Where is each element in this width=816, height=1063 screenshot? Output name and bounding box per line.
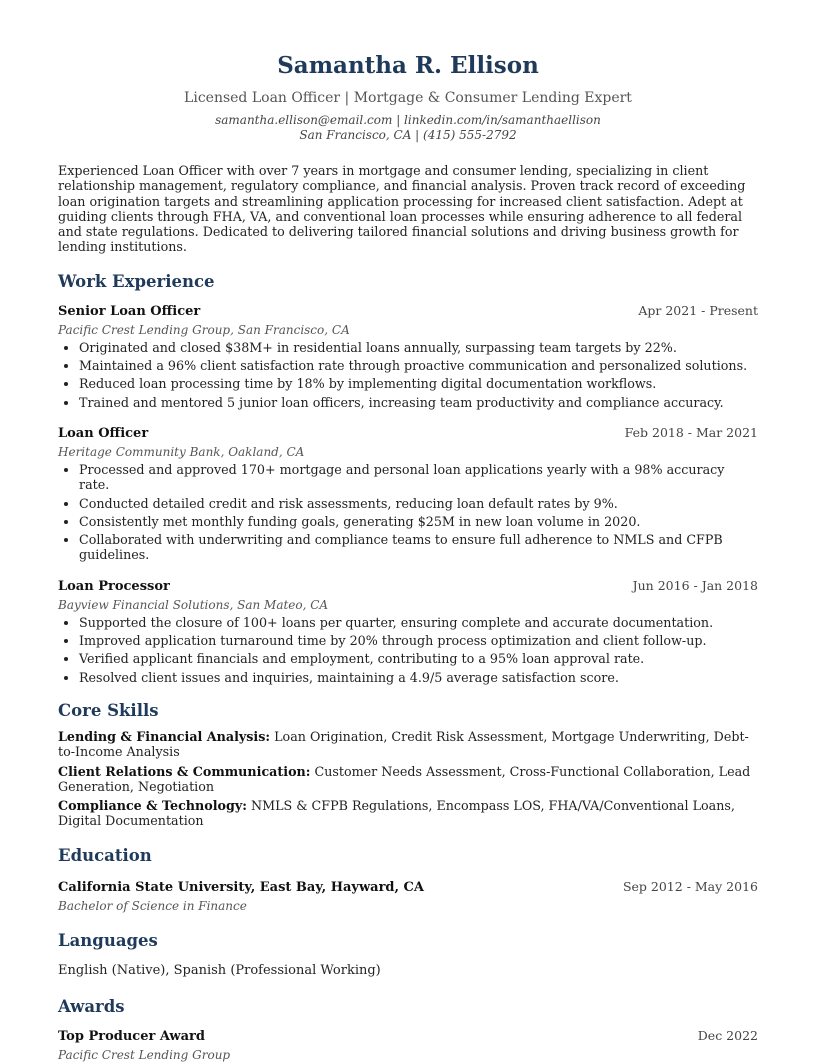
skill-group-label: Lending & Financial Analysis: — [58, 728, 271, 744]
job-entry — [58, 577, 758, 685]
job-organization: Heritage Community Bank, Oakland, CA — [58, 444, 305, 459]
job-bullet: • Trained and mentored 5 junior loan officers, increasing team productivity and compliance accuracy. — [79, 395, 758, 410]
job-bullet: • Reduced loan processing time by 18% by implementing digital documentation workflows. — [79, 376, 758, 391]
job-organization: Pacific Crest Lending Group, San Francisco, CA — [58, 322, 350, 337]
contact-line-location-phone: San Francisco, CA | (415) 555-2792 — [299, 128, 517, 142]
skills-list — [58, 729, 758, 829]
award-title: Top Producer Award — [58, 1028, 205, 1044]
job-bullet: • Consistently met monthly funding goals, generating $25M in new loan volume in 2020. — [79, 514, 758, 529]
job-bullets — [58, 615, 758, 685]
job-bullet: • Collaborated with underwriting and compliance teams to ensure full adherence to NMLS and CFPB guidelines. — [79, 532, 758, 563]
skill-group-text: Customer Needs Assessment, Cross-Functional Collaboration, Lead Generation, Negotiation — [58, 763, 751, 794]
job-bullet: • Verified applicant financials and employment, contributing to a 95% loan approval rate. — [79, 651, 758, 666]
section-title-education: Education — [58, 845, 152, 865]
job-bullet: • Supported the closure of 100+ loans per quarter, ensuring complete and accurate documentation. — [79, 615, 758, 630]
languages-text: English (Native), Spanish (Professional Working) — [58, 962, 381, 978]
job-title: Loan Processor — [58, 578, 170, 594]
candidate-tagline: Licensed Loan Officer | Mortgage & Consumer Lending Expert — [184, 90, 632, 106]
candidate-name: Samantha R. Ellison — [277, 52, 539, 79]
job-bullet: • Resolved client issues and inquiries, maintaining a 4.9/5 average satisfaction score. — [79, 670, 758, 685]
contact-line-email-linkedin: samantha.ellison@email.com | linkedin.com/in/samanthaellison — [215, 113, 601, 127]
professional-summary: Experienced Loan Officer with over 7 years in mortgage and consumer lending, specializing in client relationship management, regulatory compliance, and financial analysis. Proven track record of exceeding loan origination targets and streamlining application processing for increased client satisfaction. Adept at guiding clients through FHA, VA, and conventional loan processes while ensuring adherence to all federal and state regulations. Dedicated to delivering tailored financial solutions and driving business growth for lending institutions. — [58, 163, 746, 255]
skill-group — [58, 729, 758, 760]
section-title-languages: Languages — [58, 930, 158, 950]
education-degree: Bachelor of Science in Finance — [58, 898, 247, 913]
job-entry — [58, 424, 758, 563]
job-organization: Bayview Financial Solutions, San Mateo, CA — [58, 597, 329, 612]
skill-group-text: Loan Origination, Credit Risk Assessment, Mortgage Underwriting, Debt-to-Income Analysis — [58, 728, 749, 760]
job-bullet: • Originated and closed $38M+ in residential loans annually, surpassing team targets by 22%. — [79, 340, 758, 355]
skill-group-label: Compliance & Technology: — [58, 798, 247, 814]
education-school: California State University, East Bay, Hayward, CA — [58, 879, 424, 895]
job-date: Apr 2021 - Present — [638, 302, 758, 318]
section-title-work-experience: Work Experience — [58, 271, 215, 291]
skill-group-label: Client Relations & Communication: — [58, 763, 311, 779]
job-bullets — [58, 340, 758, 410]
job-bullet: • Processed and approved 170+ mortgage and personal loan applications yearly with a 98% accuracy rate. — [79, 462, 758, 493]
job-date: Feb 2018 - Mar 2021 — [624, 424, 758, 440]
job-entry — [58, 302, 758, 410]
education-entry — [58, 878, 758, 914]
skill-group-text: NMLS & CFPB Regulations, Encompass LOS, FHA/VA/Conventional Loans, Digital Documentation — [58, 798, 735, 829]
section-title-core-skills: Core Skills — [58, 700, 159, 720]
job-bullet: • Improved application turnaround time by 20% through process optimization and client follow-up. — [79, 633, 758, 648]
award-date: Dec 2022 — [697, 1027, 758, 1043]
skill-group — [58, 764, 758, 795]
resume-header — [58, 0, 758, 143]
job-bullet: • Maintained a 96% client satisfaction rate through proactive communication and personalized solutions. — [79, 358, 758, 373]
job-title: Senior Loan Officer — [58, 303, 201, 319]
education-date: Sep 2012 - May 2016 — [622, 878, 758, 894]
job-title: Loan Officer — [58, 425, 149, 441]
award-entry — [58, 1027, 758, 1063]
award-organization: Pacific Crest Lending Group — [58, 1047, 231, 1062]
job-bullet: • Conducted detailed credit and risk assessments, reducing loan default rates by 9%. — [79, 496, 758, 511]
job-bullets — [58, 462, 758, 563]
skill-group — [58, 798, 758, 829]
section-title-awards: Awards — [58, 996, 125, 1016]
job-date: Jun 2016 - Jan 2018 — [632, 577, 758, 593]
